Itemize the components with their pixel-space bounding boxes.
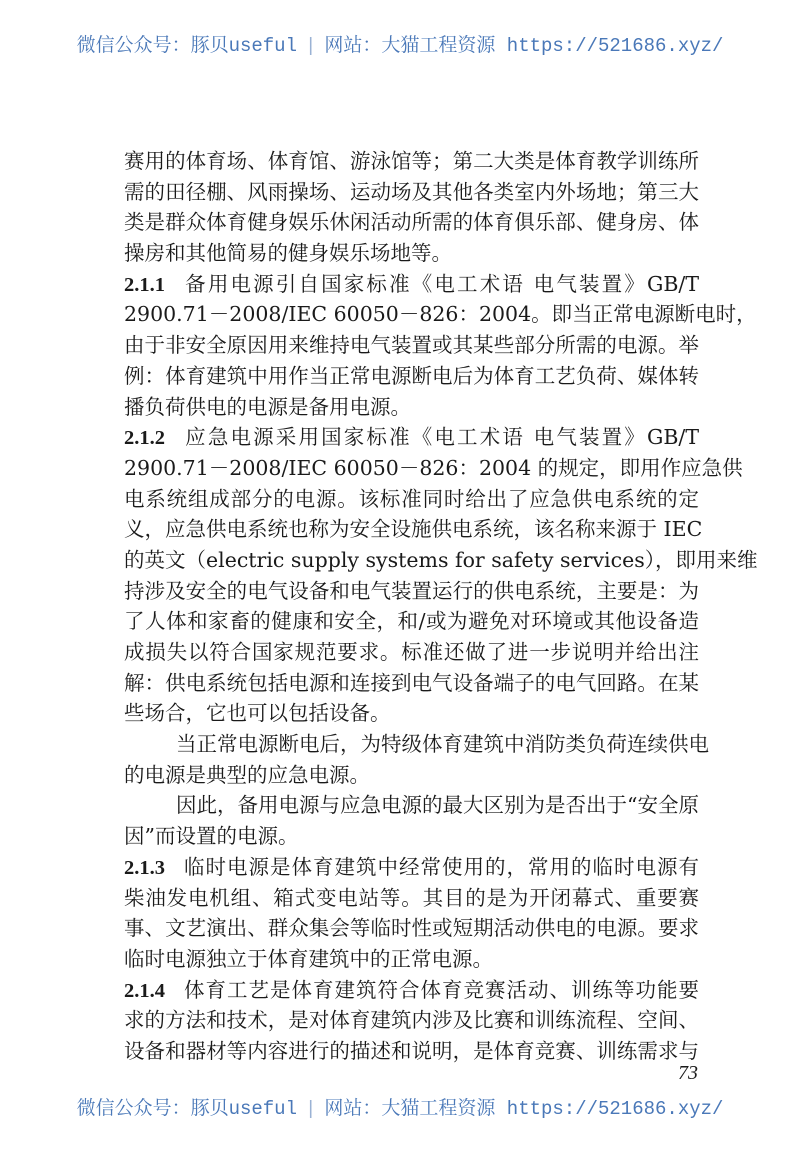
text-line — [124, 514, 703, 545]
section-heading-line — [124, 269, 699, 300]
line-text: 类是群众体育健身娱乐休闲活动所需的体育俱乐部、健身房、体 — [124, 210, 699, 235]
line-text: 的英文（electric supply systems for safety services），即用来维 — [124, 547, 758, 572]
text-line — [124, 146, 699, 177]
line-text: 解：供电系统包括电源和连接到电气设备端子的电气回路。在某 — [124, 670, 699, 695]
line-text: 备用电源引自国家标准《电工术语 电气装置》GB/T — [183, 271, 699, 296]
text-line — [124, 729, 709, 760]
section-heading-line — [124, 422, 699, 453]
line-text: 2900.71－2008/IEC 60050－826：2004。即当正常电源断电时， — [124, 302, 757, 327]
line-text: 2900.71－2008/IEC 60050－826：2004 的规定，即用作应急供 — [124, 455, 743, 480]
text-line — [124, 821, 699, 852]
text-line — [124, 1005, 699, 1036]
line-text: 因”而设置的电源。 — [124, 824, 299, 849]
text-line — [124, 484, 699, 515]
text-line — [124, 330, 699, 361]
text-line — [124, 576, 699, 607]
text-line — [124, 453, 743, 484]
section-number: 2.1.2 — [124, 427, 165, 450]
watermark-wechat: 微信公众号：豚贝useful — [76, 1098, 297, 1120]
text-line — [124, 698, 699, 729]
line-text: 赛用的体育场、体育馆、游泳馆等；第二大类是体育教学训练所 — [124, 149, 699, 173]
text-line — [124, 606, 699, 637]
line-text: 因此，备用电源与应急电源的最大区别为是否出于“安全原 — [176, 793, 699, 818]
line-text: 事、文艺演出、群众集会等临时性或短期活动供电的电源。要求 — [124, 916, 699, 941]
line-text: 持涉及安全的电气设备和电气装置运行的供电系统，主要是：为 — [124, 578, 699, 603]
line-text: 的电源是典型的应急电源。 — [124, 762, 370, 787]
line-text: 临时电源独立于体育建筑中的正常电源。 — [124, 946, 493, 971]
line-text: 义，应急供电系统也称为安全设施供电系统，该名称来源于 IEC — [124, 517, 703, 542]
text-line — [124, 177, 699, 208]
text-line — [124, 361, 699, 392]
line-text: 播负荷供电的电源是备用电源。 — [124, 394, 411, 419]
text-line — [124, 883, 699, 914]
text-line — [124, 207, 699, 238]
text-line — [124, 1036, 699, 1067]
line-text: 些场合，它也可以包括设备。 — [124, 701, 391, 726]
line-text: 了人体和家畜的健康和安全，和/或为避免对环境或其他设备造 — [124, 609, 699, 634]
watermark-separator: | — [304, 1098, 317, 1120]
line-text: 例：体育建筑中用作当正常电源断电后为体育工艺负荷、媒体转 — [124, 363, 699, 388]
line-text: 当正常电源断电后，为特级体育建筑中消防类负荷连续供电 — [176, 732, 709, 757]
watermark-wechat: 微信公众号：豚贝useful — [76, 35, 297, 57]
text-line — [124, 545, 758, 576]
text-line — [124, 913, 699, 944]
text-line — [124, 637, 699, 668]
watermark-header — [0, 30, 800, 57]
text-line — [124, 392, 699, 423]
watermark-footer — [0, 1093, 800, 1120]
section-heading-line — [124, 852, 699, 883]
section-number: 2.1.3 — [124, 856, 165, 879]
line-text: 应急电源采用国家标准《电工术语 电气装置》GB/T — [183, 425, 699, 450]
line-text: 需的田径棚、风雨操场、运动场及其他各类室内外场地；第三大 — [124, 179, 699, 204]
line-text: 成损失以符合国家规范要求。标准还做了进一步说明并给出注 — [124, 640, 699, 664]
line-text: 临时电源是体育建筑中经常使用的，常用的临时电源有 — [183, 854, 699, 879]
watermark-website: 网站：大猫工程资源 https://521686.xyz/ — [324, 1098, 724, 1120]
line-text: 求的方法和技术，是对体育建筑内涉及比赛和训练流程、空间、 — [124, 1008, 699, 1033]
text-line — [124, 760, 699, 791]
text-line — [124, 668, 699, 699]
text-line — [124, 238, 699, 269]
line-text: 柴油发电机组、箱式变电站等。其目的是为开闭幕式、重要赛 — [124, 885, 699, 910]
text-line — [124, 299, 757, 330]
line-text: 由于非安全原因用来维持电气装置或其某些部分所需的电源。举 — [124, 333, 699, 358]
watermark-website: 网站：大猫工程资源 https://521686.xyz/ — [324, 35, 724, 57]
section-number: 2.1.4 — [124, 979, 165, 1002]
section-heading-line — [124, 975, 699, 1006]
line-text: 体育工艺是体育建筑符合体育竞赛活动、训练等功能要 — [183, 977, 699, 1002]
section-number: 2.1.1 — [124, 273, 165, 296]
document-body — [124, 146, 758, 1067]
watermark-separator: | — [304, 35, 317, 57]
text-line — [124, 944, 699, 975]
line-text: 设备和器材等内容进行的描述和说明，是体育竞赛、训练需求与 — [124, 1038, 699, 1063]
line-text: 电系统组成部分的电源。该标准同时给出了应急供电系统的定 — [124, 486, 699, 511]
line-text: 操房和其他简易的健身娱乐场地等。 — [124, 241, 452, 266]
page-number: 73 — [678, 1062, 698, 1084]
text-line — [124, 790, 699, 821]
